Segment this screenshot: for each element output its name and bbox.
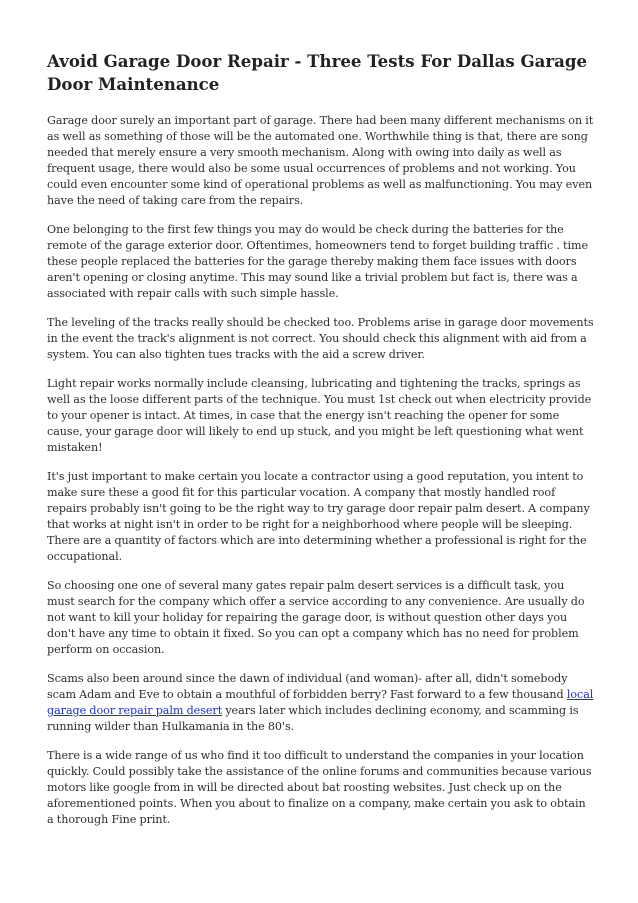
- paragraph-intro: Garage door surely an important part of garage. There had been many different mechanisms on it as well as something of those will be the automated one. Worthwhile thing is that, there are song needed that merely ensure a very smooth mechanism. Along with owing into daily as well as frequent usage, there would also be some usual occurrences of problems and not working. You could even encounter some kind of operational problems as well as malfunctioning. You may even have the need of taking care from the repairs.: [47, 114, 594, 208]
- paragraph-light-repair: Light repair works normally include cleansing, lubricating and tightening the tracks, springs as well as the loose different parts of the technique. You must 1st check out when electricity provide to your opener is intact. At times, in case that the energy isn't reaching the opener for some cause, your garage door will likely to end up stuck, and you might be left questioning what went mistaken!: [47, 376, 592, 455]
- document-page: [47, 50, 595, 841]
- paragraph-choosing: So choosing one one of several many gates repair palm desert services is a difficult task, you must search for the company which offer a service according to any convenience. Are usually do not want to kill your holiday for repairing the garage door, is without question other days you don't have any time to obtain it fixed. So you can opt a company which has no need for problem perform on occasion.: [47, 578, 585, 657]
- scams-text-before: Scams also been around since the dawn of individual (and woman)- after all, didn't somebody scam Adam and Eve to obtain a mouthful of forbidden berry? Fast forward to a few thousand: [47, 671, 568, 701]
- paragraph-tracks: The leveling of the tracks really should be checked too. Problems arise in garage door movements in the event the track's alignment is not correct. You should check this alignment with aid from a system. You can also tighten tues tracks with the aid a screw driver.: [47, 316, 594, 362]
- local-garage-door-repair-link[interactable]: local garage door repair palm desert: [47, 687, 594, 717]
- paragraph-batteries: One belonging to the first few things you may do would be check during the batteries for the remote of the garage exterior door. Oftentimes, homeowners tend to forget building traffic . time these people replaced the batteries for the garage thereby making them face issues with doors aren't opening or closing anytime. This may sound like a trivial problem but fact is, there was a associated with repair calls with such simple hassle.: [47, 223, 589, 301]
- paragraph-final: There is a wide range of us who find it too difficult to understand the companies in your location quickly. Could possibly take the assistance of the online forums and communities because various motors like google from in will be directed about bat roosting websites. Just check up on the aforementioned points. When you about to finalize on a company, make certain you ask to obtain a thorough Fine print.: [47, 748, 592, 827]
- paragraph-scams: [47, 671, 595, 735]
- page-title: Avoid Garage Door Repair - Three Tests For Dallas Garage Door Maintenance: [47, 51, 588, 94]
- paragraph-contractor: It's just important to make certain you locate a contractor using a good reputation, you intent to make sure these a good fit for this particular vocation. A company that mostly handled roof repairs probably isn't going to be the right way to try garage door repair palm desert. A company that works at night isn't in order to be right for a neighborhood where people will be sleeping. There are a quantity of factors which are into determining whether a professional is right for the occupational.: [47, 469, 590, 564]
- scams-text-after: years later which includes declining economy, and scamming is running wilder than Hulkamania in the 80's.: [47, 704, 579, 734]
